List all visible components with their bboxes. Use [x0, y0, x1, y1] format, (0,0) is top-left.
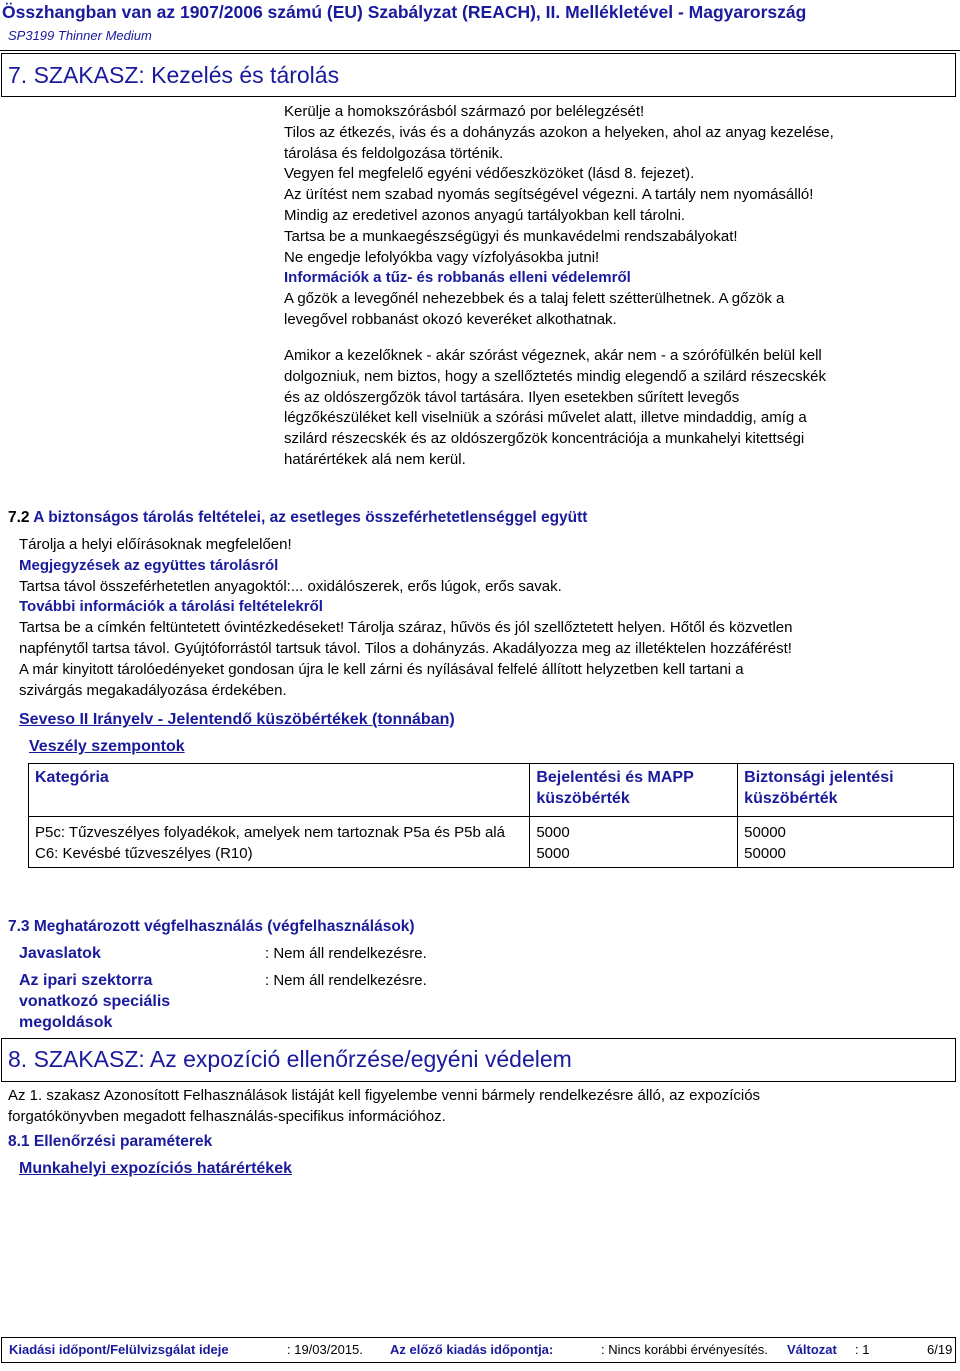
- storage-line: szivárgás megakadályozása érdekében.: [19, 681, 287, 699]
- occupational-exposure-limits-link[interactable]: Munkahelyi expozíciós határértékek: [19, 1160, 292, 1177]
- header-divider: [0, 50, 960, 51]
- intro-line: Az 1. szakasz Azonosított Felhasználások listáját kell figyelembe venni bármely rendelkezésre álló, az expozíciós: [8, 1087, 761, 1104]
- section-7-2-title: [8, 509, 587, 527]
- handling-line: Tilos az étkezés, ivás és a dohányzás azokon a helyeken, ahol az anyag kezelése,: [284, 123, 834, 141]
- storage-line: Tartsa be a címkén feltüntetett óvintézkedéseket! Tárolja száraz, hűvös és jól szellőztetett helyen. Hőtől és közvetlen: [19, 619, 793, 637]
- issue-date-label: Kiadási időpont/Felülvizsgálat ideje: [9, 1342, 229, 1357]
- operator-line: légzőkészüléket kell viselniük a szórási művelet alatt, illetve mindaddig, amíg a: [284, 409, 807, 427]
- section-7-2-title-text: A biztonságos tárolás feltételei, az esetleges összeférhetetlenséggel együtt: [29, 509, 588, 526]
- section-8-1-title: 8.1 Ellenőrzési paraméterek: [8, 1133, 213, 1150]
- fire-line: A gőzök a levegőnél nehezebbek és a talaj felett szétterülhetnek. A gőzök a: [284, 290, 785, 308]
- handling-line: Kerülje a homokszórásból származó por belélegzését!: [284, 103, 645, 120]
- section-8-title: 8. SZAKASZ: Az expozíció ellenőrzése/egyéni védelem: [8, 1046, 572, 1072]
- joint-storage-heading: Megjegyzések az együttes tárolásról: [19, 556, 279, 574]
- handling-line: Tartsa be a munkaegészségügyi és munkavédelmi rendszabályokat!: [284, 227, 738, 245]
- seveso-threshold-table: [28, 763, 954, 868]
- operator-line: dolgozniuk, nem biztos, hogy a szellőztetés mindig elegendő a szilárd részecskék: [284, 367, 826, 385]
- handling-line: Mindig az eredetivel azonos anyagú tartályokban kell tárolni.: [284, 206, 686, 224]
- issue-date-value: : 19/03/2015.: [287, 1342, 363, 1357]
- seveso-directive-link[interactable]: Seveso II Irányelv - Jelentendő küszöbértékek (tonnában): [19, 711, 455, 728]
- section-8-intro: [8, 1086, 760, 1128]
- handling-line: Az ürítést nem szabad nyomás segítségével végezni. A tartály nem nyomásálló!: [284, 186, 814, 204]
- intro-line: forgatókönyvben megadott felhasználás-specifikus információhoz.: [8, 1107, 446, 1125]
- storage-conditions-heading: További információk a tárolási feltételekről: [19, 598, 323, 616]
- handling-precautions: [284, 102, 834, 331]
- header-safety-threshold: Biztonsági jelentési küszöbérték: [738, 764, 954, 817]
- table-row: [29, 817, 954, 844]
- operator-guidance: [284, 346, 826, 471]
- version-label: Változat: [787, 1342, 837, 1357]
- notification-threshold-cell: 5000: [530, 817, 738, 844]
- previous-issue-label: Az előző kiadás időpontja:: [390, 1342, 554, 1357]
- fire-line: levegővel robbanást okozó keveréket alkothatnak.: [284, 310, 617, 328]
- storage-line: napfénytől tartsa távol. Gyújtóforrástól tartsuk távol. Tilos a dohányzás. Akadályozza meg az illetéktelen hozzáférést!: [19, 639, 792, 657]
- storage-local-rules: Tárolja a helyi előírásoknak megfelelően!: [19, 536, 292, 553]
- sector-solutions-label: Az ipari szektorra vonatkozó speciális megoldások: [19, 972, 171, 1031]
- operator-line: Amikor a kezelőknek - akár szórást végeznek, akár nem - a szórófülkén belül kell: [284, 347, 822, 364]
- operator-line: határértékek alá nem kerül.: [284, 450, 466, 468]
- header-notification-threshold: Bejelentési és MAPP küszöbérték: [530, 764, 738, 817]
- section-7-3-title: 7.3 Meghatározott végfelhasználás (végfelhasználások): [8, 918, 415, 935]
- header-category: Kategória: [29, 764, 530, 817]
- incompatible-materials: Tartsa távol összeférhetetlen anyagoktól:... oxidálószerek, erős lúgok, erős savak.: [19, 577, 562, 595]
- product-name: SP3199 Thinner Medium: [8, 28, 152, 43]
- storage-block: [19, 535, 792, 701]
- version-value: : 1: [855, 1342, 870, 1357]
- section-7-2-number: 7.2: [8, 509, 30, 526]
- handling-line: Ne engedje lefolyókba vagy vízfolyásokba jutni!: [284, 248, 600, 266]
- recommendations-label: Javaslatok: [19, 945, 101, 962]
- table-header-row: [29, 764, 954, 817]
- handling-line: Vegyen fel megfelelő egyéni védőeszközöket (lásd 8. fejezet).: [284, 165, 695, 183]
- sector-solutions-value: : Nem áll rendelkezésre.: [265, 972, 427, 989]
- page-number: 6/19: [927, 1342, 953, 1357]
- previous-issue-value: : Nincs korábbi érvényesítés.: [601, 1342, 768, 1357]
- recommendations-value: : Nem áll rendelkezésre.: [265, 945, 427, 962]
- operator-line: szilárd részecskék és az oldószergőzök koncentrációja a munkahelyi kitettségi: [284, 430, 805, 448]
- safety-threshold-cell: 50000: [738, 844, 954, 867]
- storage-line: A már kinyitott tárolóedényeket gondosan újra le kell zárni és nyílásával felfelé állított helyzetben kell tartani a: [19, 660, 744, 678]
- notification-threshold-cell: 5000: [530, 844, 738, 867]
- hazard-aspects-link[interactable]: Veszély szempontok: [29, 738, 185, 755]
- operator-line: és az oldószergőzök távol tartására. Ilyen esetekben sűrített levegős: [284, 388, 740, 406]
- table-row: [29, 844, 954, 867]
- fire-protection-heading: Információk a tűz- és robbanás elleni védelemről: [284, 269, 631, 287]
- category-cell: P5c: Tűzveszélyes folyadékok, amelyek nem tartoznak P5a és P5b alá: [29, 817, 530, 844]
- handling-line: tárolása és feldolgozása történik.: [284, 144, 504, 162]
- section-7-title: 7. SZAKASZ: Kezelés és tárolás: [8, 62, 340, 88]
- document-regulation-title: Összhangban van az 1907/2006 számú (EU) Szabályzat (REACH), II. Mellékletével - Magyarország: [2, 2, 807, 22]
- safety-threshold-cell: 50000: [738, 817, 954, 844]
- category-cell: C6: Kevésbé tűzveszélyes (R10): [29, 844, 530, 867]
